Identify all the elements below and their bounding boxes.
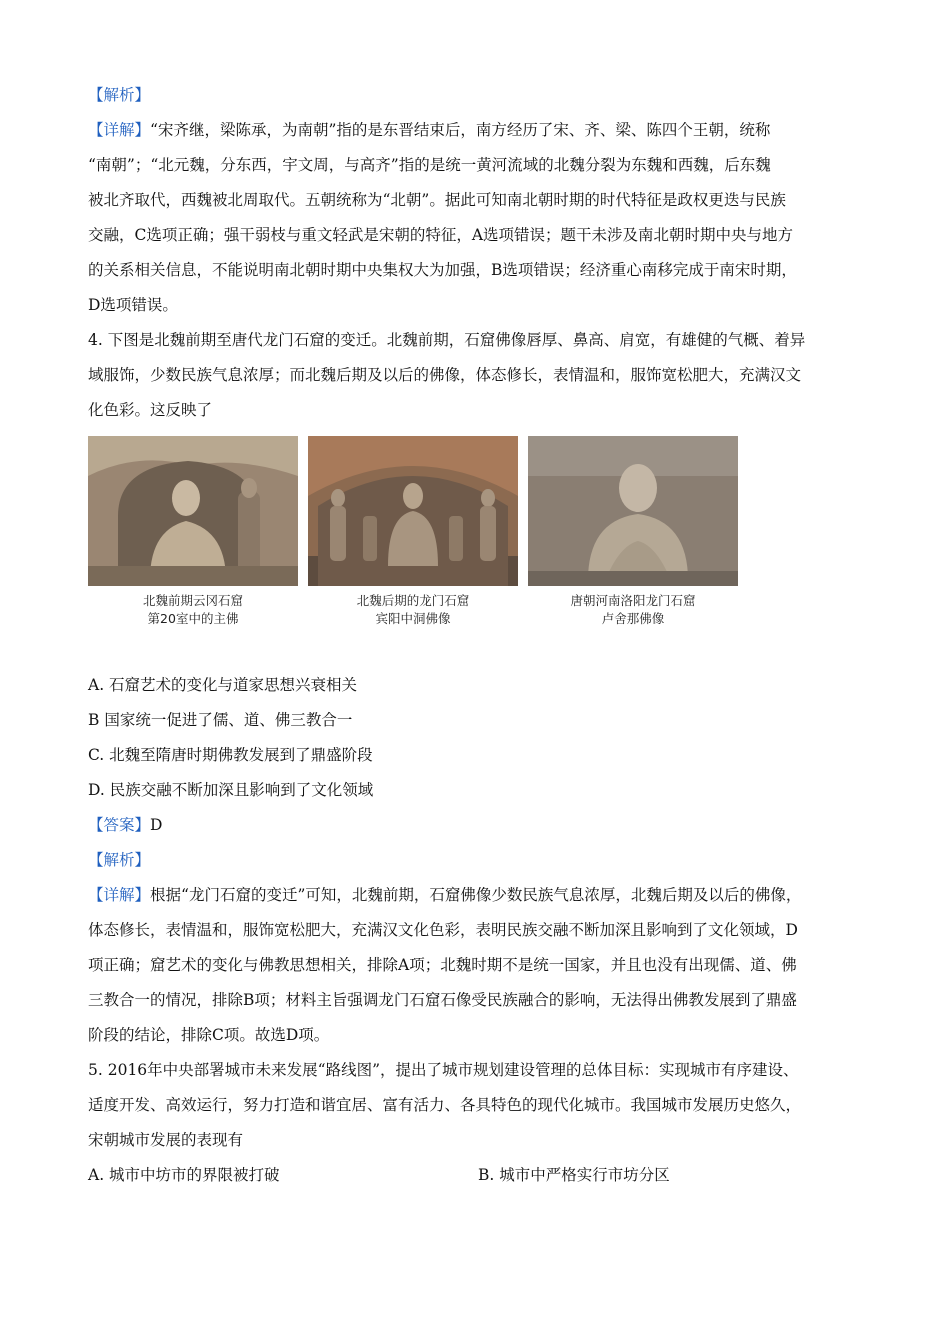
answer-label: 【答案】 (88, 816, 151, 834)
lushena-buddha-photo (528, 436, 738, 586)
option-b: B 国家统一促进了儒、道、佛三教合一 (88, 711, 353, 729)
yungang-buddha-photo (88, 436, 298, 586)
detail-line: D选项错误。 (88, 296, 178, 314)
detail-label: 【详解】 (88, 886, 151, 904)
figure-caption (88, 592, 298, 628)
document-page (88, 78, 868, 1193)
question-4-stem: 域服饰，少数民族气息浓厚；而北魏后期及以后的佛像，体态修长，表情温和，服饰宽松肥大，充满汉文 (88, 366, 802, 384)
question-5-stem: 适度开发、高效运行，努力打造和谐宜居、富有活力、各具特色的现代化城市。我国城市发展历史悠久， (88, 1096, 802, 1114)
detail-label: 【详解】 (88, 121, 151, 139)
question-5-options (88, 1158, 868, 1193)
detail-text: “宋齐继，梁陈承，为南朝”指的是东晋结束后，南方经历了宋、齐、梁、陈四个王朝，统称 (150, 121, 771, 139)
figure-longmen-lushena (528, 436, 738, 628)
caption-line: 宾阳中洞佛像 (375, 611, 451, 626)
detail-line: 交融，C选项正确；强干弱枝与重文轻武是宋朝的特征，A选项错误；题干未涉及南北朝时期中央与地方 (88, 226, 794, 244)
jiexi-label: 【解析】 (88, 851, 151, 869)
question-5-stem: 5. 2016年中央部署城市未来发展“路线图”，提出了城市规划建设管理的总体目标：实现城市有序建设、 (88, 1061, 799, 1079)
detail-line: “南朝”；“北元魏，分东西，宇文周，与高齐”指的是统一黄河流域的北魏分裂为东魏和西魏，后东魏 (88, 156, 771, 174)
detail-line: 三教合一的情况，排除B项；材料主旨强调龙门石窟石像受民族融合的影响，无法得出佛教发展到了鼎盛 (88, 991, 797, 1009)
option-d: D. 民族交融不断加深且影响到了文化领域 (88, 781, 374, 799)
option-a: A. 城市中坊市的界限被打破 (88, 1166, 280, 1184)
detail-line: 的关系相关信息，不能说明南北朝时期中央集权大为加强，B选项错误；经济重心南移完成于南宋时期， (88, 261, 797, 279)
question-5-stem: 宋朝城市发展的表现有 (88, 1131, 244, 1149)
grotto-image-row (88, 436, 868, 628)
caption-line: 北魏后期的龙门石窟 (356, 593, 470, 608)
detail-line (88, 113, 868, 148)
detail-line: 项正确；窟艺术的变化与佛教思想相关，排除A项；北魏时期不是统一国家，并且也没有出现儒、道、佛 (88, 956, 797, 974)
detail-line: 被北齐取代，西魏被北周取代。五朝统称为“北朝”。据此可知南北朝时期的时代特征是政权更迭与民族 (88, 191, 786, 209)
detail-line (88, 878, 868, 913)
caption-line: 唐朝河南洛阳龙门石窟 (570, 593, 696, 608)
question-4-options (88, 668, 868, 808)
detail-text: 根据“龙门石窟的变迁”可知，北魏前期，石窟佛像少数民族气息浓厚，北魏后期及以后的佛像， (150, 886, 802, 904)
option-c: C. 北魏至隋唐时期佛教发展到了鼎盛阶段 (88, 746, 373, 764)
figure-longmen-binyang (308, 436, 518, 628)
caption-line: 北魏前期云冈石窟 (142, 593, 243, 608)
figure-caption (528, 592, 738, 628)
caption-line: 第20室中的主佛 (147, 611, 239, 626)
figure-yungang (88, 436, 298, 628)
jiexi-label: 【解析】 (88, 86, 151, 104)
option-a: A. 石窟艺术的变化与道家思想兴衰相关 (88, 676, 358, 694)
question-4-stem: 化色彩。这反映了 (88, 401, 213, 419)
binyang-cave-photo (308, 436, 518, 586)
question-4-stem: 4. 下图是北魏前期至唐代龙门石窟的变迁。北魏前期，石窟佛像唇厚、鼻高、肩宽，有雄健的气概、着异 (88, 331, 806, 349)
option-b: B. 城市中严格实行市坊分区 (478, 1166, 670, 1184)
figure-caption (308, 592, 518, 628)
answer-line (88, 808, 868, 843)
caption-line: 卢舍那佛像 (601, 611, 665, 626)
detail-line: 体态修长，表情温和，服饰宽松肥大，充满汉文化色彩，表明民族交融不断加深且影响到了文化领域，D (88, 921, 798, 939)
detail-line: 阶段的结论，排除C项。故选D项。 (88, 1026, 330, 1044)
answer-value: D (150, 816, 163, 834)
